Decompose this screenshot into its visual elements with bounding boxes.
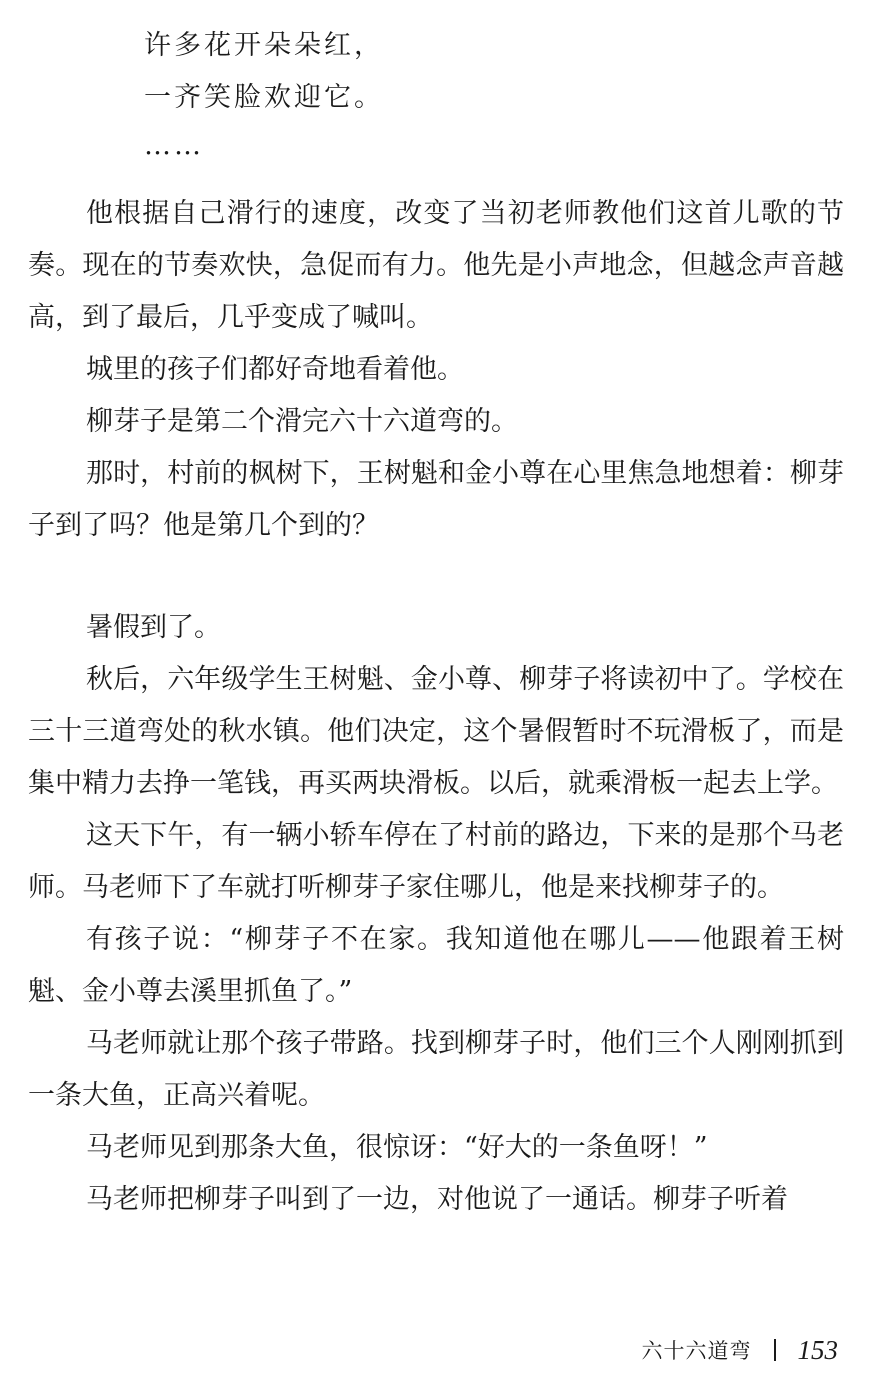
paragraph: 这天下午，有一辆小轿车停在了村前的路边，下来的是那个马老师。马老师下了车就打听柳芽子家住哪儿，他是来找柳芽子的。 xyxy=(28,820,844,903)
paragraph: 柳芽子是第二个滑完六十六道弯的。 xyxy=(86,406,518,437)
paragraph: 马老师把柳芽子叫到了一边，对他说了一通话。柳芽子听着 xyxy=(86,1184,788,1215)
paragraph: 马老师就让那个孩子带路。找到柳芽子时，他们三个人刚刚抓到一条大鱼，正高兴着呢。 xyxy=(28,1028,844,1111)
poem-line: 许多花开朵朵红， xyxy=(144,30,384,61)
paragraph: 他根据自己滑行的速度，改变了当初老师教他们这首儿歌的节奏。现在的节奏欢快，急促而有力。他先是小声地念，但越念声音越高，到了最后，几乎变成了喊叫。 xyxy=(28,198,844,333)
poem-ellipsis: …… xyxy=(144,130,204,161)
footer-separator xyxy=(774,1339,776,1361)
page-number: 153 xyxy=(797,1334,838,1365)
page-footer xyxy=(642,1330,839,1370)
paragraph: 马老师见到那条大鱼，很惊讶：“好大的一条鱼呀！” xyxy=(86,1132,708,1163)
paragraph: 城里的孩子们都好奇地看着他。 xyxy=(86,354,464,385)
paragraph: 有孩子说：“柳芽子不在家。我知道他在哪儿——他跟着王树魁、金小尊去溪里抓鱼了。” xyxy=(28,924,844,1007)
paragraph: 那时，村前的枫树下，王树魁和金小尊在心里焦急地想着：柳芽子到了吗？他是第几个到的？ xyxy=(28,458,844,541)
poem-line: 一齐笑脸欢迎它。 xyxy=(144,82,384,113)
body-section-2 xyxy=(28,602,844,1226)
paragraph: 暑假到了。 xyxy=(86,612,221,643)
paragraph: 秋后，六年级学生王树魁、金小尊、柳芽子将读初中了。学校在三十三道弯处的秋水镇。他们决定，这个暑假暂时不玩滑板了，而是集中精力去挣一笔钱，再买两块滑板。以后，就乘滑板一起去上学。 xyxy=(28,664,844,799)
body-section-1 xyxy=(28,188,844,552)
running-title: 六十六道弯 xyxy=(641,1339,752,1363)
